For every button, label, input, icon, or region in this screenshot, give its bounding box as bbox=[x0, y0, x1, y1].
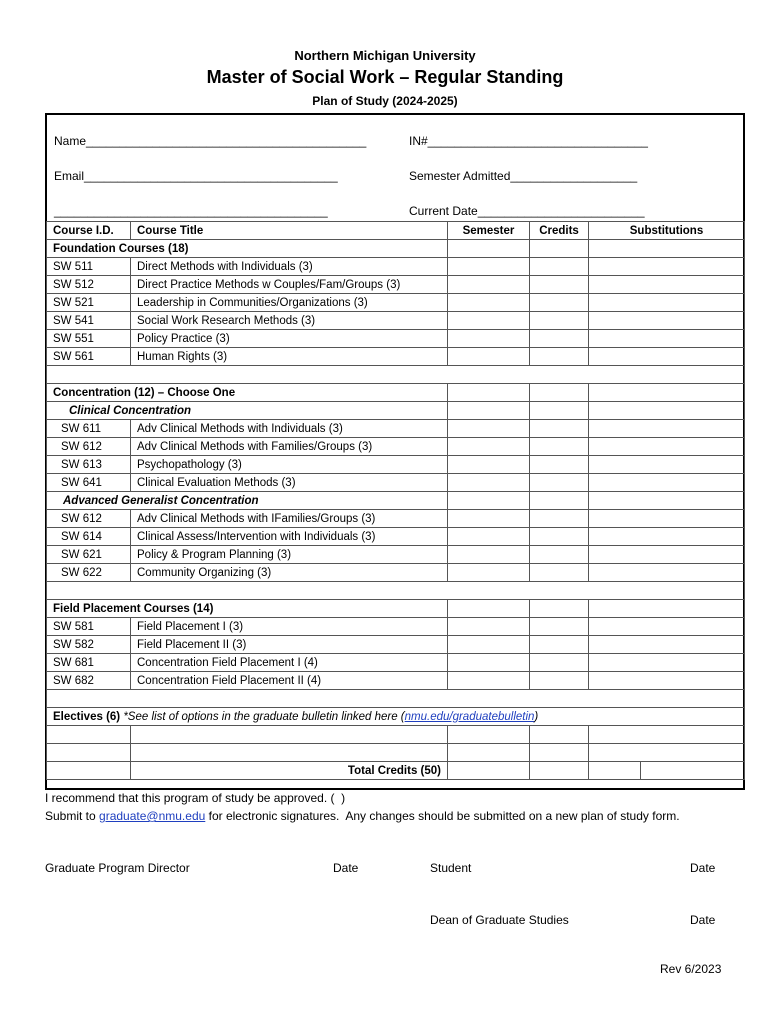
table-row bbox=[47, 276, 745, 294]
table-row bbox=[47, 258, 745, 276]
spacer-row bbox=[47, 366, 745, 384]
electives-note: *See list of options in the graduate bulletin linked here ( bbox=[123, 710, 405, 723]
submit-suffix: for electronic signatures. Any changes should be submitted on a new plan of study form. bbox=[205, 809, 680, 823]
semester-cell[interactable] bbox=[448, 636, 530, 654]
section-row bbox=[47, 600, 745, 618]
course-title: Policy Practice (3) bbox=[131, 330, 448, 348]
semester-cell[interactable] bbox=[448, 420, 530, 438]
substitution-cell[interactable] bbox=[589, 654, 745, 672]
semester-cell[interactable] bbox=[448, 294, 530, 312]
credits-cell[interactable] bbox=[530, 474, 589, 492]
course-id: SW 621 bbox=[47, 546, 131, 564]
course-title: Adv Clinical Methods with Families/Groups (3) bbox=[131, 438, 448, 456]
semester-cell[interactable] bbox=[448, 546, 530, 564]
semester-cell[interactable] bbox=[448, 276, 530, 294]
substitution-cell[interactable] bbox=[589, 546, 745, 564]
electives-row bbox=[47, 708, 745, 726]
substitution-cell[interactable] bbox=[589, 330, 745, 348]
total-row bbox=[47, 762, 745, 780]
semester-cell[interactable] bbox=[448, 672, 530, 690]
table-row bbox=[47, 672, 745, 690]
date-label: Date bbox=[690, 861, 716, 875]
substitution-cell[interactable] bbox=[589, 528, 745, 546]
course-title: Concentration Field Placement II (4) bbox=[131, 672, 448, 690]
course-id: SW 581 bbox=[47, 618, 131, 636]
substitution-cell[interactable] bbox=[589, 510, 745, 528]
table-row bbox=[47, 636, 745, 654]
table-row bbox=[47, 348, 745, 366]
concentration-heading: Concentration (12) – Choose One bbox=[47, 384, 448, 402]
table-header-row bbox=[47, 222, 745, 240]
course-id: SW 681 bbox=[47, 654, 131, 672]
credits-cell[interactable] bbox=[530, 726, 589, 744]
course-title: Direct Methods with Individuals (3) bbox=[131, 258, 448, 276]
director-label: Graduate Program Director bbox=[45, 861, 190, 875]
credits-cell[interactable] bbox=[530, 330, 589, 348]
semester-cell[interactable] bbox=[448, 312, 530, 330]
course-id: SW 541 bbox=[47, 312, 131, 330]
credits-cell[interactable] bbox=[530, 258, 589, 276]
substitution-cell[interactable] bbox=[589, 474, 745, 492]
course-title: Human Rights (3) bbox=[131, 348, 448, 366]
name-field[interactable]: Name__________________________________________ bbox=[54, 134, 367, 148]
substitution-cell[interactable] bbox=[589, 276, 745, 294]
submit-email-link[interactable]: graduate@nmu.edu bbox=[99, 809, 206, 823]
dean-label: Dean of Graduate Studies bbox=[430, 913, 569, 927]
course-title: Clinical Assess/Intervention with Individuals (3) bbox=[131, 528, 448, 546]
substitution-cell[interactable] bbox=[589, 348, 745, 366]
table-row bbox=[47, 330, 745, 348]
substitution-cell[interactable] bbox=[589, 744, 745, 762]
course-title: Concentration Field Placement I (4) bbox=[131, 654, 448, 672]
subsection-row bbox=[47, 402, 745, 420]
course-id: SW 641 bbox=[47, 474, 131, 492]
credits-cell[interactable] bbox=[530, 564, 589, 582]
table-row bbox=[47, 726, 745, 744]
table-row bbox=[47, 456, 745, 474]
semester-cell[interactable] bbox=[448, 330, 530, 348]
course-id: SW 521 bbox=[47, 294, 131, 312]
course-title: Psychopathology (3) bbox=[131, 456, 448, 474]
credits-cell[interactable] bbox=[530, 456, 589, 474]
course-title: Clinical Evaluation Methods (3) bbox=[131, 474, 448, 492]
course-id: SW 551 bbox=[47, 330, 131, 348]
substitution-cell[interactable] bbox=[589, 636, 745, 654]
credits-cell[interactable] bbox=[530, 654, 589, 672]
revision-label: Rev 6/2023 bbox=[660, 962, 722, 976]
semester-cell[interactable] bbox=[448, 618, 530, 636]
course-title: Field Placement I (3) bbox=[131, 618, 448, 636]
elective-id-cell[interactable] bbox=[47, 744, 131, 762]
course-id: SW 561 bbox=[47, 348, 131, 366]
course-id: SW 582 bbox=[47, 636, 131, 654]
total-credits-label: Total Credits (50) bbox=[131, 762, 448, 780]
course-title: Social Work Research Methods (3) bbox=[131, 312, 448, 330]
total-credits-cell[interactable] bbox=[530, 762, 589, 780]
table-row bbox=[47, 546, 745, 564]
semester-cell[interactable] bbox=[448, 474, 530, 492]
credits-cell[interactable] bbox=[530, 546, 589, 564]
electives-heading: Electives (6) bbox=[53, 710, 121, 723]
table-row bbox=[47, 438, 745, 456]
course-title: Direct Practice Methods w Couples/Fam/Groups (3) bbox=[131, 276, 448, 294]
submit-text bbox=[45, 809, 680, 823]
in-number-field[interactable]: IN#_________________________________ bbox=[409, 134, 648, 148]
generalist-heading: Advanced Generalist Concentration bbox=[47, 492, 448, 510]
semester-cell[interactable] bbox=[448, 510, 530, 528]
date-label: Date bbox=[333, 861, 359, 875]
section-row bbox=[47, 384, 745, 402]
semester-cell[interactable] bbox=[448, 456, 530, 474]
substitution-cell[interactable] bbox=[589, 294, 745, 312]
substitution-cell[interactable] bbox=[589, 618, 745, 636]
substitution-cell[interactable] bbox=[589, 672, 745, 690]
course-title: Leadership in Communities/Organizations (3) bbox=[131, 294, 448, 312]
semester-cell[interactable] bbox=[448, 528, 530, 546]
clinical-heading: Clinical Concentration bbox=[47, 402, 448, 420]
blank-field[interactable]: _________________________________________ bbox=[54, 204, 328, 218]
elective-id-cell[interactable] bbox=[47, 726, 131, 744]
current-date-field[interactable]: Current Date_________________________ bbox=[409, 204, 645, 218]
credits-cell[interactable] bbox=[530, 276, 589, 294]
credits-cell[interactable] bbox=[530, 438, 589, 456]
credits-cell[interactable] bbox=[530, 510, 589, 528]
total-substitution-cell[interactable] bbox=[641, 762, 745, 780]
electives-close: ) bbox=[534, 710, 539, 723]
university-name: Northern Michigan University bbox=[294, 48, 476, 63]
credits-cell[interactable] bbox=[530, 294, 589, 312]
credits-cell[interactable] bbox=[530, 420, 589, 438]
semester-cell[interactable] bbox=[448, 258, 530, 276]
substitution-cell[interactable] bbox=[589, 726, 745, 744]
student-label: Student bbox=[430, 861, 472, 875]
table-row bbox=[47, 618, 745, 636]
course-title: Field Placement II (3) bbox=[131, 636, 448, 654]
semester-cell[interactable] bbox=[448, 348, 530, 366]
course-id: SW 614 bbox=[47, 528, 131, 546]
substitution-cell[interactable] bbox=[589, 456, 745, 474]
recommend-text: I recommend that this program of study be approved. ( ) bbox=[45, 791, 346, 805]
table-row bbox=[47, 528, 745, 546]
table-row bbox=[47, 312, 745, 330]
semester-cell[interactable] bbox=[448, 564, 530, 582]
col-semester: Semester bbox=[448, 222, 530, 240]
table-row bbox=[47, 420, 745, 438]
elective-title-cell[interactable] bbox=[131, 744, 448, 762]
plan-subtitle: Plan of Study (2024-2025) bbox=[312, 94, 458, 108]
table-row bbox=[47, 564, 745, 582]
course-id: SW 511 bbox=[47, 258, 131, 276]
spacer-row bbox=[47, 582, 745, 600]
section-row bbox=[47, 240, 745, 258]
semester-cell[interactable] bbox=[448, 726, 530, 744]
credits-cell[interactable] bbox=[530, 348, 589, 366]
course-title: Policy & Program Planning (3) bbox=[131, 546, 448, 564]
table-row bbox=[47, 744, 745, 762]
date-label: Date bbox=[690, 913, 716, 927]
col-substitutions: Substitutions bbox=[589, 222, 745, 240]
course-title: Adv Clinical Methods with Individuals (3) bbox=[131, 420, 448, 438]
course-id: SW 612 bbox=[47, 438, 131, 456]
course-id: SW 682 bbox=[47, 672, 131, 690]
substitution-cell[interactable] bbox=[589, 312, 745, 330]
course-id: SW 613 bbox=[47, 456, 131, 474]
semester-cell[interactable] bbox=[448, 438, 530, 456]
substitution-cell[interactable] bbox=[589, 564, 745, 582]
credits-cell[interactable] bbox=[530, 312, 589, 330]
course-table bbox=[46, 221, 745, 780]
credits-cell[interactable] bbox=[530, 744, 589, 762]
course-title: Adv Clinical Methods with IFamilies/Groups (3) bbox=[131, 510, 448, 528]
table-row bbox=[47, 294, 745, 312]
semester-cell[interactable] bbox=[448, 744, 530, 762]
course-title: Community Organizing (3) bbox=[131, 564, 448, 582]
credits-cell[interactable] bbox=[530, 528, 589, 546]
table-row bbox=[47, 474, 745, 492]
elective-title-cell[interactable] bbox=[131, 726, 448, 744]
subsection-row bbox=[47, 492, 745, 510]
credits-cell[interactable] bbox=[530, 636, 589, 654]
course-id: SW 512 bbox=[47, 276, 131, 294]
submit-prefix: Submit to bbox=[45, 809, 100, 823]
credits-cell[interactable] bbox=[530, 672, 589, 690]
spacer-row bbox=[47, 690, 745, 708]
bulletin-link[interactable]: nmu.edu/graduatebulletin bbox=[404, 710, 535, 723]
page-title: Master of Social Work – Regular Standing bbox=[206, 67, 564, 87]
credits-cell[interactable] bbox=[530, 618, 589, 636]
foundation-heading: Foundation Courses (18) bbox=[47, 240, 448, 258]
substitution-cell[interactable] bbox=[589, 438, 745, 456]
email-field[interactable]: Email______________________________________ bbox=[54, 169, 338, 183]
course-id: SW 622 bbox=[47, 564, 131, 582]
substitution-cell[interactable] bbox=[589, 420, 745, 438]
substitution-cell[interactable] bbox=[589, 258, 745, 276]
table-row bbox=[47, 654, 745, 672]
table-row bbox=[47, 510, 745, 528]
col-course-title: Course Title bbox=[131, 222, 448, 240]
total-extra-cell[interactable] bbox=[589, 762, 641, 780]
course-id: SW 611 bbox=[47, 420, 131, 438]
col-course-id: Course I.D. bbox=[47, 222, 131, 240]
col-credits: Credits bbox=[530, 222, 589, 240]
course-id: SW 612 bbox=[47, 510, 131, 528]
semester-admitted-field[interactable]: Semester Admitted___________________ bbox=[409, 169, 638, 183]
semester-cell[interactable] bbox=[448, 654, 530, 672]
field-placement-heading: Field Placement Courses (14) bbox=[47, 600, 448, 618]
total-semester-cell[interactable] bbox=[448, 762, 530, 780]
